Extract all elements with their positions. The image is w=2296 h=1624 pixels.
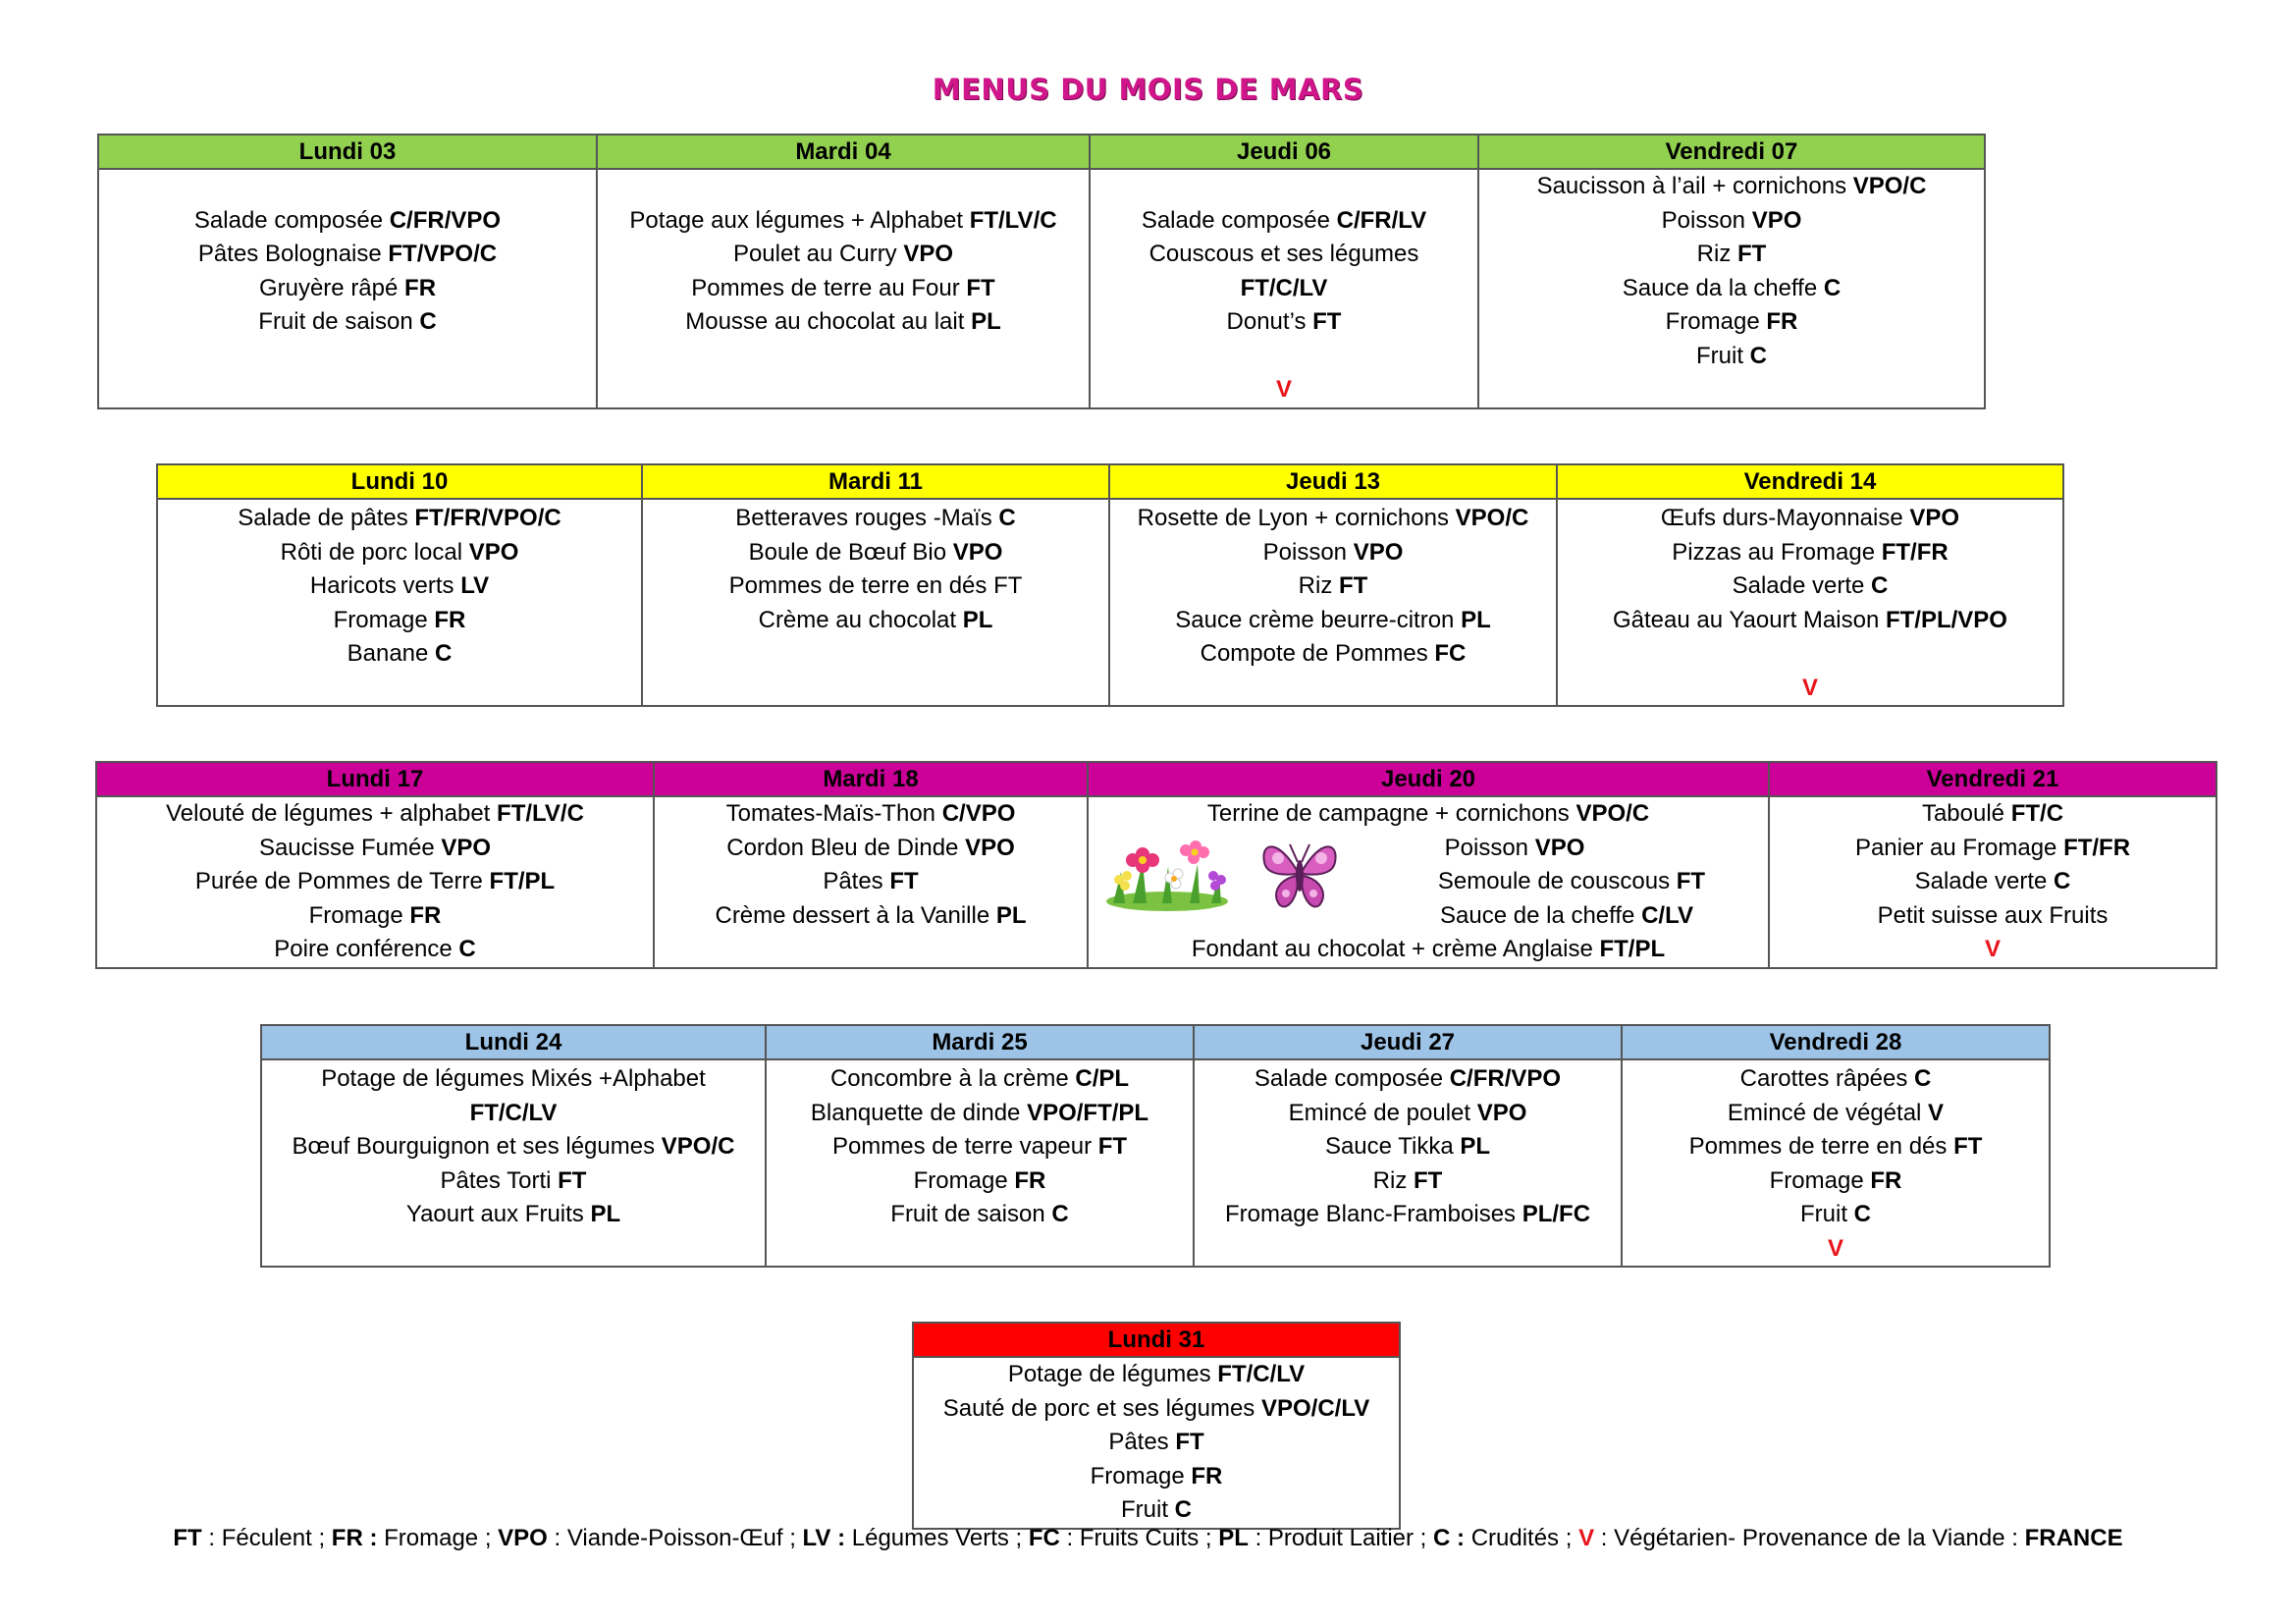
menu-line: FT/C/LV <box>1240 274 1328 301</box>
day-header: Mardi 25 <box>766 1025 1194 1059</box>
day-header: Vendredi 28 <box>1622 1025 2050 1059</box>
flowers-illustration <box>1103 833 1231 911</box>
day-header: Mardi 04 <box>597 135 1090 169</box>
menu-line <box>1091 340 1477 374</box>
menu-line: Sauce Tikka PL <box>1324 1133 1491 1160</box>
menu-line: Riz FT <box>1696 241 1767 267</box>
menu-line: Poulet au Curry VPO <box>732 241 954 267</box>
menu-cell <box>261 1059 766 1267</box>
menu-cell <box>96 796 654 968</box>
menu-line: Fruit C <box>1799 1201 1871 1227</box>
menu-line <box>1479 373 1984 407</box>
menu-cell <box>1109 499 1557 706</box>
menu-cell <box>1194 1059 1622 1267</box>
menu-line: Fruit de saison C <box>258 308 437 335</box>
menu-line: Velouté de légumes + alphabet FT/LV/C <box>166 800 584 827</box>
menu-line: Potage aux légumes + Alphabet FT/LV/C <box>629 206 1057 234</box>
menu-cell <box>98 169 597 408</box>
legend <box>0 1525 2296 1552</box>
menu-line: Poisson VPO <box>1444 834 1585 861</box>
menu-line: Fromage FR <box>308 901 442 929</box>
menu-line: Fruit de saison C <box>890 1201 1069 1227</box>
menu-line: Gruyère râpé FR <box>258 274 437 301</box>
day-header: Lundi 24 <box>261 1025 766 1059</box>
menu-cell <box>1557 499 2063 706</box>
menu-line: Sauce da la cheffe C <box>1622 274 1842 301</box>
menu-line: FT/C/LV <box>469 1099 558 1126</box>
week-5-table <box>912 1322 1401 1530</box>
menu-line: Salade composée C/FR/LV <box>1141 206 1427 234</box>
legend-item: C : Crudités ; <box>1433 1525 1579 1551</box>
menu-line: Pizzas au Fromage FT/FR <box>1672 538 1949 566</box>
menu-line: Boule de Bœuf Bio VPO <box>748 538 1003 566</box>
menu-line <box>1091 170 1477 204</box>
menu-cell <box>766 1059 1194 1267</box>
legend-item: FR : Fromage ; <box>331 1525 499 1551</box>
menu-line: Compote de Pommes FC <box>1200 640 1467 667</box>
menu-line: Fromage Blanc-Framboises PL/FC <box>1224 1201 1591 1227</box>
menu-line: Pâtes FT <box>1108 1429 1204 1455</box>
menu-cell <box>913 1357 1400 1529</box>
menu-line: Rôti de porc local VPO <box>280 538 519 566</box>
menu-cell <box>1478 169 1985 408</box>
menu-line: Fondant au chocolat + crème Anglaise FT/PL <box>1191 936 1666 962</box>
menu-line: Gâteau au Yaourt Maison FT/PL/VPO <box>1613 606 2007 633</box>
menu-line: Poire conférence C <box>274 936 476 962</box>
menu-line: Terrine de campagne + cornichons VPO/C <box>1206 800 1650 827</box>
menu-line: Emincé de poulet VPO <box>1288 1099 1527 1126</box>
menu-line: Fromage FR <box>1090 1462 1223 1489</box>
menu-cell <box>1622 1059 2050 1267</box>
menu-line: Pommes de terre au Four FT <box>691 274 995 301</box>
day-header: Mardi 11 <box>642 464 1109 499</box>
menu-line: Pommes de terre en dés FT <box>728 572 1023 599</box>
vegetarian-mark: V <box>1275 376 1292 403</box>
menu-line: Emincé de végétal V <box>1727 1099 1945 1126</box>
menu-line: Bœuf Bourguignon et ses légumes VPO/C <box>292 1133 735 1160</box>
menu-line: Betteraves rouges -Maïs C <box>735 505 1016 531</box>
vegetarian-mark: V <box>1801 674 1818 701</box>
menu-line: Salade de pâtes FT/FR/VPO/C <box>238 505 561 531</box>
menu-line: Riz FT <box>1372 1166 1443 1194</box>
legend-item: LV : Légumes Verts ; <box>802 1525 1029 1551</box>
week-2-table <box>156 463 2064 707</box>
menu-line: Couscous et ses légumes <box>1148 241 1419 267</box>
menu-line: Blanquette de dinde VPO/FT/PL <box>810 1099 1149 1126</box>
menu-line: Œufs durs-Mayonnaise VPO <box>1660 505 1960 531</box>
menu-line: Sauce crème beurre-citron PL <box>1175 606 1491 633</box>
menu-line: Fromage FR <box>1665 308 1798 335</box>
menu-line: Salade verte C <box>1732 572 1889 599</box>
menu-line: Sauté de porc et ses légumes VPO/C/LV <box>942 1394 1370 1422</box>
menu-line: Pâtes FT <box>823 868 919 894</box>
menu-line: Pommes de terre vapeur FT <box>831 1133 1128 1160</box>
menu-line <box>1558 637 2062 672</box>
menu-line: Banane C <box>347 640 453 667</box>
menu-line: Tomates-Maïs-Thon C/VPO <box>725 800 1016 827</box>
menu-line: Rosette de Lyon + cornichons VPO/C <box>1137 505 1529 531</box>
menu-line: Salade composée C/FR/VPO <box>1254 1065 1562 1092</box>
menu-line: Concombre à la crème C/PL <box>829 1065 1130 1092</box>
menu-line: Crème dessert à la Vanille PL <box>715 901 1027 929</box>
menu-line: Salade composée C/FR/VPO <box>193 206 502 234</box>
menu-line: Fromage FR <box>333 606 466 633</box>
legend-item: FC : Fruits Cuits ; <box>1028 1525 1219 1551</box>
menu-line <box>99 340 596 374</box>
menu-line: Cordon Bleu de Dinde VPO <box>726 834 1015 861</box>
menu-line: Crème au chocolat PL <box>758 606 993 633</box>
day-header: Vendredi 14 <box>1557 464 2063 499</box>
legend-item: V : Végétarien- Provenance de la Viande : <box>1578 1525 2025 1551</box>
menu-line: Saucisson à l’ail + cornichons VPO/C <box>1536 173 1927 199</box>
menu-line: Donut’s FT <box>1226 308 1342 335</box>
menu-cell <box>642 499 1109 706</box>
day-header: Lundi 17 <box>96 762 654 796</box>
menu-line: Purée de Pommes de Terre FT/PL <box>194 868 556 894</box>
menu-line: Potage de légumes Mixés +Alphabet <box>321 1065 706 1092</box>
legend-item: PL : Produit Laitier ; <box>1218 1525 1434 1551</box>
week-4-table <box>260 1024 2051 1268</box>
menu-line: Yaourt aux Fruits PL <box>405 1201 621 1227</box>
day-header: Jeudi 06 <box>1090 135 1478 169</box>
legend-item: VPO : Viande-Poisson-Œuf ; <box>498 1525 803 1551</box>
menu-cell <box>654 796 1088 968</box>
page-title: MENUS DU MOIS DE MARS <box>932 73 1364 106</box>
menu-line: Pâtes Torti FT <box>440 1166 587 1194</box>
menu-line: Potage de légumes FT/C/LV <box>1007 1361 1306 1387</box>
menu-line: Taboulé FT/C <box>1921 800 2064 827</box>
week-1-table <box>97 134 1986 409</box>
day-header: Vendredi 07 <box>1478 135 1985 169</box>
day-header: Lundi 10 <box>157 464 642 499</box>
menu-line: Carottes râpées C <box>1739 1065 1932 1092</box>
menu-cell <box>157 499 642 706</box>
legend-item: FT : Féculent ; <box>173 1525 332 1551</box>
day-header: Vendredi 21 <box>1769 762 2216 796</box>
menu-line: Fruit C <box>1120 1496 1192 1523</box>
day-header: Lundi 03 <box>98 135 597 169</box>
menu-line: Fromage FR <box>913 1166 1046 1194</box>
menu-line: Poisson VPO <box>1262 538 1404 566</box>
menu-line: Haricots verts LV <box>309 572 490 599</box>
menu-line: Riz FT <box>1298 572 1368 599</box>
butterfly-illustration <box>1258 833 1341 915</box>
vegetarian-mark: V <box>1984 936 2001 962</box>
menu-line: Semoule de couscous FT <box>1437 868 1706 894</box>
menu-line <box>598 340 1089 374</box>
day-header: Lundi 31 <box>913 1323 1400 1357</box>
menu-line: Panier au Fromage FT/FR <box>1854 834 2131 861</box>
menu-line: Poisson VPO <box>1661 206 1802 234</box>
menu-cell <box>1769 796 2216 968</box>
day-header: Jeudi 13 <box>1109 464 1557 499</box>
day-header: Mardi 18 <box>654 762 1088 796</box>
legend-item: FRANCE <box>2024 1525 2123 1551</box>
menu-cell <box>1090 169 1478 408</box>
menu-line: Fruit C <box>1695 342 1767 369</box>
day-header: Jeudi 20 <box>1088 762 1769 796</box>
menu-cell <box>597 169 1090 408</box>
menu-line: Saucisse Fumée VPO <box>258 834 492 861</box>
menu-line: Mousse au chocolat au lait PL <box>685 308 1001 335</box>
menu-line: Pâtes Bolognaise FT/VPO/C <box>197 241 498 267</box>
menu-line: Fromage FR <box>1769 1166 1902 1194</box>
menu-line: Salade verte C <box>1914 868 2071 894</box>
vegetarian-mark: V <box>1827 1234 1843 1262</box>
day-header: Jeudi 27 <box>1194 1025 1622 1059</box>
menu-line: Sauce de la cheffe C/LV <box>1440 901 1693 929</box>
menu-line: Pommes de terre en dés FT <box>1688 1133 1983 1160</box>
menu-line: Petit suisse aux Fruits <box>1877 901 2109 929</box>
